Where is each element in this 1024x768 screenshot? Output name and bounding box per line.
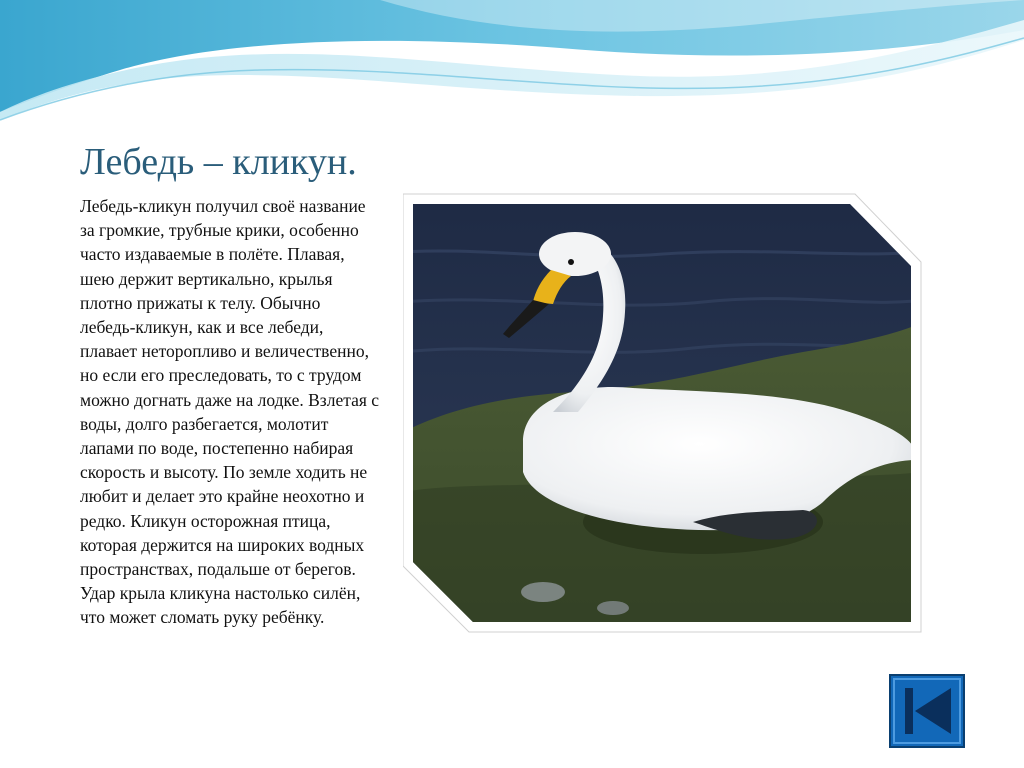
slide-title: Лебедь – кликун.	[80, 141, 357, 183]
back-button[interactable]	[889, 674, 965, 748]
header-wave	[0, 0, 1024, 140]
slide-body-text: Лебедь-кликун получил своё название за громкие, трубные крики, особенно часто издаваемые в полёте. Плавая, шею держит вертикально, крылья плотно прижаты к телу. Обычно лебедь-кликун, как и все лебеди, плавает неторопливо и величественно, но если его преследовать, то с трудом можно догнать даже на лодке. Взлетая с воды, долго разбегается, молотит лапами по воде, постепенно набирая скорость и высоту. По земле ходить не любит и делает это крайне неохотно и редко. Кликун осторожная птица, которая держится на широких водных пространствах, подальше от берегов. Удар крыла кликуна настолько силён, что может сломать руку ребёнку.	[80, 196, 380, 628]
swan-photo	[403, 192, 923, 634]
